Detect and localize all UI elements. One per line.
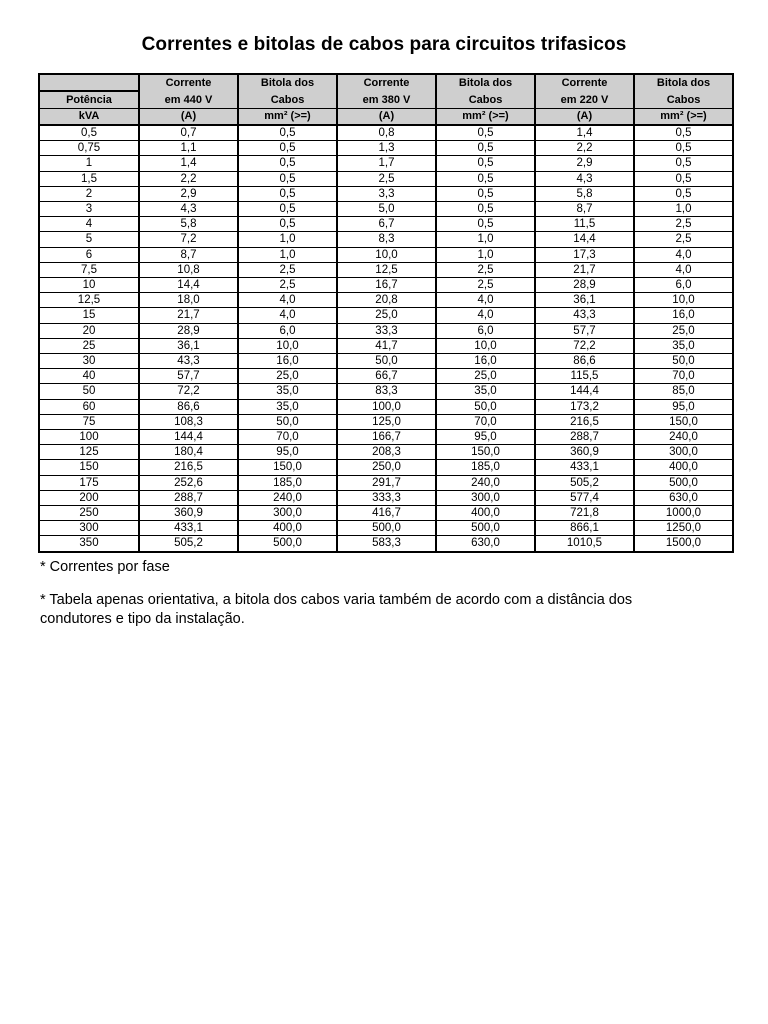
table-cell: 35,0 bbox=[238, 384, 337, 399]
table-row bbox=[39, 186, 733, 201]
header-row-1 bbox=[39, 74, 733, 91]
table-cell: 1,3 bbox=[337, 141, 436, 156]
header-cell: Cabos bbox=[436, 91, 535, 109]
table-cell: 10,0 bbox=[436, 338, 535, 353]
table-cell: 216,5 bbox=[139, 460, 238, 475]
table-cell: 30 bbox=[39, 354, 139, 369]
table-cell: 288,7 bbox=[535, 430, 634, 445]
table-row bbox=[39, 521, 733, 536]
table-row bbox=[39, 490, 733, 505]
table-cell: 4,3 bbox=[139, 202, 238, 217]
header-cell: mm² (>=) bbox=[436, 109, 535, 126]
table-cell: 70,0 bbox=[436, 414, 535, 429]
table-cell: 95,0 bbox=[436, 430, 535, 445]
table-cell: 166,7 bbox=[337, 430, 436, 445]
header-cell: mm² (>=) bbox=[238, 109, 337, 126]
cable-table bbox=[38, 73, 734, 553]
table-cell: 0,5 bbox=[238, 125, 337, 141]
note-currents-per-phase: * Correntes por fase bbox=[40, 559, 170, 575]
table-cell: 36,1 bbox=[139, 338, 238, 353]
table-cell: 0,5 bbox=[39, 125, 139, 141]
table-cell: 185,0 bbox=[238, 475, 337, 490]
table-cell: 6 bbox=[39, 247, 139, 262]
table-cell: 150,0 bbox=[238, 460, 337, 475]
table-cell: 144,4 bbox=[535, 384, 634, 399]
table-cell: 43,3 bbox=[535, 308, 634, 323]
table-cell: 8,7 bbox=[139, 247, 238, 262]
table-cell: 50,0 bbox=[436, 399, 535, 414]
table-cell: 500,0 bbox=[337, 521, 436, 536]
table-cell: 0,5 bbox=[238, 186, 337, 201]
notes bbox=[40, 558, 640, 643]
table-cell: 1,0 bbox=[436, 247, 535, 262]
table-cell: 1250,0 bbox=[634, 521, 733, 536]
table-cell: 35,0 bbox=[238, 399, 337, 414]
table-row bbox=[39, 247, 733, 262]
table-cell: 115,5 bbox=[535, 369, 634, 384]
table-cell: 433,1 bbox=[535, 460, 634, 475]
table-cell: 2,9 bbox=[535, 156, 634, 171]
table-cell: 83,3 bbox=[337, 384, 436, 399]
table-row bbox=[39, 460, 733, 475]
table-cell: 6,0 bbox=[634, 278, 733, 293]
header-row-2 bbox=[39, 91, 733, 109]
table-cell: 150 bbox=[39, 460, 139, 475]
table-cell: 1 bbox=[39, 156, 139, 171]
table-cell: 180,4 bbox=[139, 445, 238, 460]
table-cell: 75 bbox=[39, 414, 139, 429]
table-cell: 583,3 bbox=[337, 536, 436, 552]
table-cell: 0,5 bbox=[436, 202, 535, 217]
note-disclaimer: * Tabela apenas orientativa, a bitola dos cabos varia também de acordo com a distância dos condutores e tipo da instalação. bbox=[40, 592, 633, 627]
table-cell: 35,0 bbox=[634, 338, 733, 353]
table-cell: 8,3 bbox=[337, 232, 436, 247]
header-cell: Bitola dos bbox=[634, 74, 733, 91]
table-cell: 1,0 bbox=[238, 247, 337, 262]
table-cell: 2,9 bbox=[139, 186, 238, 201]
page-title: Correntes e bitolas de cabos para circuitos trifasicos bbox=[141, 34, 627, 55]
table-cell: 70,0 bbox=[634, 369, 733, 384]
table-cell: 86,6 bbox=[139, 399, 238, 414]
header-cell: Bitola dos bbox=[436, 74, 535, 91]
table-row bbox=[39, 293, 733, 308]
table-row bbox=[39, 202, 733, 217]
table-cell: 4,0 bbox=[436, 308, 535, 323]
table-cell: 16,0 bbox=[238, 354, 337, 369]
table-cell: 25 bbox=[39, 338, 139, 353]
table-cell: 0,5 bbox=[634, 156, 733, 171]
table-cell: 1,4 bbox=[139, 156, 238, 171]
header-cell bbox=[39, 74, 139, 91]
table-cell: 240,0 bbox=[634, 430, 733, 445]
table-row bbox=[39, 430, 733, 445]
table-row bbox=[39, 141, 733, 156]
table-cell: 2,2 bbox=[139, 171, 238, 186]
table-cell: 400,0 bbox=[634, 460, 733, 475]
table-cell: 2,5 bbox=[634, 232, 733, 247]
table-cell: 18,0 bbox=[139, 293, 238, 308]
header-cell: (A) bbox=[535, 109, 634, 126]
table-cell: 35,0 bbox=[436, 384, 535, 399]
table-cell: 125 bbox=[39, 445, 139, 460]
table-cell: 0,5 bbox=[436, 186, 535, 201]
table-cell: 21,7 bbox=[139, 308, 238, 323]
table-cell: 16,0 bbox=[436, 354, 535, 369]
table-cell: 0,5 bbox=[436, 141, 535, 156]
table-cell: 1,7 bbox=[337, 156, 436, 171]
table-cell: 150,0 bbox=[634, 414, 733, 429]
table-cell: 5 bbox=[39, 232, 139, 247]
table-row bbox=[39, 156, 733, 171]
table-cell: 500,0 bbox=[238, 536, 337, 552]
table-cell: 16,0 bbox=[634, 308, 733, 323]
table-row bbox=[39, 536, 733, 552]
header-cell: em 380 V bbox=[337, 91, 436, 109]
table-cell: 4,0 bbox=[634, 247, 733, 262]
table-cell: 300,0 bbox=[238, 506, 337, 521]
table-cell: 433,1 bbox=[139, 521, 238, 536]
table-cell: 630,0 bbox=[436, 536, 535, 552]
table-cell: 0,8 bbox=[337, 125, 436, 141]
table-row bbox=[39, 232, 733, 247]
table-cell: 0,5 bbox=[238, 202, 337, 217]
table-cell: 95,0 bbox=[238, 445, 337, 460]
table-cell: 3 bbox=[39, 202, 139, 217]
table-cell: 14,4 bbox=[535, 232, 634, 247]
table-cell: 85,0 bbox=[634, 384, 733, 399]
header-cell: Potência bbox=[39, 91, 139, 109]
table-row bbox=[39, 308, 733, 323]
table-cell: 10,0 bbox=[634, 293, 733, 308]
table-cell: 1010,5 bbox=[535, 536, 634, 552]
table-cell: 300 bbox=[39, 521, 139, 536]
table-cell: 70,0 bbox=[238, 430, 337, 445]
table-cell: 5,8 bbox=[139, 217, 238, 232]
table-cell: 630,0 bbox=[634, 490, 733, 505]
table-cell: 4,0 bbox=[238, 308, 337, 323]
table-body bbox=[39, 125, 733, 552]
table-cell: 866,1 bbox=[535, 521, 634, 536]
table-row bbox=[39, 354, 733, 369]
table-cell: 6,7 bbox=[337, 217, 436, 232]
table-cell: 400,0 bbox=[238, 521, 337, 536]
table-row bbox=[39, 445, 733, 460]
table-cell: 0,5 bbox=[634, 186, 733, 201]
header-cell: kVA bbox=[39, 109, 139, 126]
table-cell: 150,0 bbox=[436, 445, 535, 460]
table-row bbox=[39, 338, 733, 353]
table-cell: 252,6 bbox=[139, 475, 238, 490]
table-cell: 2,5 bbox=[238, 262, 337, 277]
table-cell: 0,5 bbox=[238, 171, 337, 186]
header-cell: em 440 V bbox=[139, 91, 238, 109]
header-cell: Cabos bbox=[634, 91, 733, 109]
table-cell: 288,7 bbox=[139, 490, 238, 505]
table-cell: 50,0 bbox=[238, 414, 337, 429]
table-cell: 20 bbox=[39, 323, 139, 338]
table-cell: 1,5 bbox=[39, 171, 139, 186]
table-cell: 60 bbox=[39, 399, 139, 414]
table-cell: 20,8 bbox=[337, 293, 436, 308]
table-cell: 25,0 bbox=[634, 323, 733, 338]
table-cell: 5,0 bbox=[337, 202, 436, 217]
table-cell: 57,7 bbox=[535, 323, 634, 338]
table-cell: 0,5 bbox=[238, 217, 337, 232]
table-cell: 72,2 bbox=[139, 384, 238, 399]
table-cell: 3,3 bbox=[337, 186, 436, 201]
table-cell: 2 bbox=[39, 186, 139, 201]
table-cell: 2,5 bbox=[238, 278, 337, 293]
table-cell: 185,0 bbox=[436, 460, 535, 475]
table-cell: 577,4 bbox=[535, 490, 634, 505]
table-cell: 400,0 bbox=[436, 506, 535, 521]
table-cell: 240,0 bbox=[436, 475, 535, 490]
table-cell: 1500,0 bbox=[634, 536, 733, 552]
table-cell: 0,5 bbox=[436, 217, 535, 232]
table-cell: 291,7 bbox=[337, 475, 436, 490]
table-cell: 505,2 bbox=[535, 475, 634, 490]
table-cell: 57,7 bbox=[139, 369, 238, 384]
table-cell: 1,0 bbox=[238, 232, 337, 247]
table-cell: 360,9 bbox=[139, 506, 238, 521]
table-cell: 416,7 bbox=[337, 506, 436, 521]
table-row bbox=[39, 278, 733, 293]
table-cell: 1000,0 bbox=[634, 506, 733, 521]
table-cell: 0,75 bbox=[39, 141, 139, 156]
table-cell: 500,0 bbox=[634, 475, 733, 490]
table-row bbox=[39, 506, 733, 521]
table-cell: 4,0 bbox=[436, 293, 535, 308]
table-cell: 6,0 bbox=[238, 323, 337, 338]
table-cell: 66,7 bbox=[337, 369, 436, 384]
table-cell: 4 bbox=[39, 217, 139, 232]
table-cell: 50 bbox=[39, 384, 139, 399]
table-cell: 16,7 bbox=[337, 278, 436, 293]
table-cell: 4,3 bbox=[535, 171, 634, 186]
table-cell: 7,5 bbox=[39, 262, 139, 277]
table-cell: 86,6 bbox=[535, 354, 634, 369]
table-cell: 33,3 bbox=[337, 323, 436, 338]
table-cell: 2,5 bbox=[337, 171, 436, 186]
header-cell: Bitola dos bbox=[238, 74, 337, 91]
header-cell: Cabos bbox=[238, 91, 337, 109]
table-cell: 1,0 bbox=[634, 202, 733, 217]
table-cell: 10,8 bbox=[139, 262, 238, 277]
table-cell: 21,7 bbox=[535, 262, 634, 277]
table-cell: 505,2 bbox=[139, 536, 238, 552]
table-cell: 17,3 bbox=[535, 247, 634, 262]
table-row bbox=[39, 414, 733, 429]
header-cell: em 220 V bbox=[535, 91, 634, 109]
table-cell: 10,0 bbox=[238, 338, 337, 353]
table-cell: 208,3 bbox=[337, 445, 436, 460]
table-cell: 36,1 bbox=[535, 293, 634, 308]
table-row bbox=[39, 369, 733, 384]
table-cell: 721,8 bbox=[535, 506, 634, 521]
table-cell: 6,0 bbox=[436, 323, 535, 338]
table-cell: 4,0 bbox=[634, 262, 733, 277]
table-cell: 2,5 bbox=[436, 278, 535, 293]
header-cell: Corrente bbox=[337, 74, 436, 91]
table-cell: 360,9 bbox=[535, 445, 634, 460]
table-cell: 0,5 bbox=[436, 125, 535, 141]
table-cell: 100,0 bbox=[337, 399, 436, 414]
header-cell: Corrente bbox=[535, 74, 634, 91]
table-cell: 15 bbox=[39, 308, 139, 323]
table-cell: 300,0 bbox=[436, 490, 535, 505]
table-cell: 173,2 bbox=[535, 399, 634, 414]
table-cell: 1,0 bbox=[436, 232, 535, 247]
table-cell: 25,0 bbox=[337, 308, 436, 323]
table-cell: 500,0 bbox=[436, 521, 535, 536]
header-cell: Corrente bbox=[139, 74, 238, 91]
table-cell: 2,5 bbox=[634, 217, 733, 232]
table-cell: 250,0 bbox=[337, 460, 436, 475]
table-cell: 0,5 bbox=[634, 125, 733, 141]
table-cell: 0,5 bbox=[436, 171, 535, 186]
table-cell: 72,2 bbox=[535, 338, 634, 353]
table-cell: 2,5 bbox=[436, 262, 535, 277]
table-cell: 0,5 bbox=[634, 141, 733, 156]
table-row bbox=[39, 323, 733, 338]
table-cell: 108,3 bbox=[139, 414, 238, 429]
table-cell: 40 bbox=[39, 369, 139, 384]
table-cell: 50,0 bbox=[337, 354, 436, 369]
table-cell: 14,4 bbox=[139, 278, 238, 293]
table-cell: 41,7 bbox=[337, 338, 436, 353]
table-cell: 8,7 bbox=[535, 202, 634, 217]
table-cell: 50,0 bbox=[634, 354, 733, 369]
header-cell: (A) bbox=[337, 109, 436, 126]
table-cell: 2,2 bbox=[535, 141, 634, 156]
header-row-3 bbox=[39, 109, 733, 126]
table-cell: 43,3 bbox=[139, 354, 238, 369]
table-cell: 4,0 bbox=[238, 293, 337, 308]
table-cell: 0,5 bbox=[436, 156, 535, 171]
table-row bbox=[39, 217, 733, 232]
table-row bbox=[39, 475, 733, 490]
table-row bbox=[39, 171, 733, 186]
table-row bbox=[39, 125, 733, 141]
table-cell: 0,5 bbox=[634, 171, 733, 186]
table-cell: 0,5 bbox=[238, 141, 337, 156]
table-cell: 0,7 bbox=[139, 125, 238, 141]
table-cell: 12,5 bbox=[39, 293, 139, 308]
table-cell: 10 bbox=[39, 278, 139, 293]
table-row bbox=[39, 384, 733, 399]
table-cell: 100 bbox=[39, 430, 139, 445]
table-cell: 240,0 bbox=[238, 490, 337, 505]
table-cell: 250 bbox=[39, 506, 139, 521]
table-cell: 175 bbox=[39, 475, 139, 490]
table-cell: 300,0 bbox=[634, 445, 733, 460]
table-row bbox=[39, 399, 733, 414]
table-cell: 28,9 bbox=[139, 323, 238, 338]
table-cell: 25,0 bbox=[238, 369, 337, 384]
table-cell: 125,0 bbox=[337, 414, 436, 429]
header-cell: (A) bbox=[139, 109, 238, 126]
table-cell: 0,5 bbox=[238, 156, 337, 171]
table-cell: 350 bbox=[39, 536, 139, 552]
table-cell: 95,0 bbox=[634, 399, 733, 414]
table-cell: 11,5 bbox=[535, 217, 634, 232]
header-cell: mm² (>=) bbox=[634, 109, 733, 126]
table-cell: 28,9 bbox=[535, 278, 634, 293]
table-cell: 5,8 bbox=[535, 186, 634, 201]
table-cell: 7,2 bbox=[139, 232, 238, 247]
table-cell: 25,0 bbox=[436, 369, 535, 384]
table-cell: 200 bbox=[39, 490, 139, 505]
table-cell: 216,5 bbox=[535, 414, 634, 429]
table-cell: 333,3 bbox=[337, 490, 436, 505]
table-row bbox=[39, 262, 733, 277]
table-cell: 12,5 bbox=[337, 262, 436, 277]
table-cell: 10,0 bbox=[337, 247, 436, 262]
table-cell: 1,4 bbox=[535, 125, 634, 141]
table-cell: 1,1 bbox=[139, 141, 238, 156]
table-cell: 144,4 bbox=[139, 430, 238, 445]
